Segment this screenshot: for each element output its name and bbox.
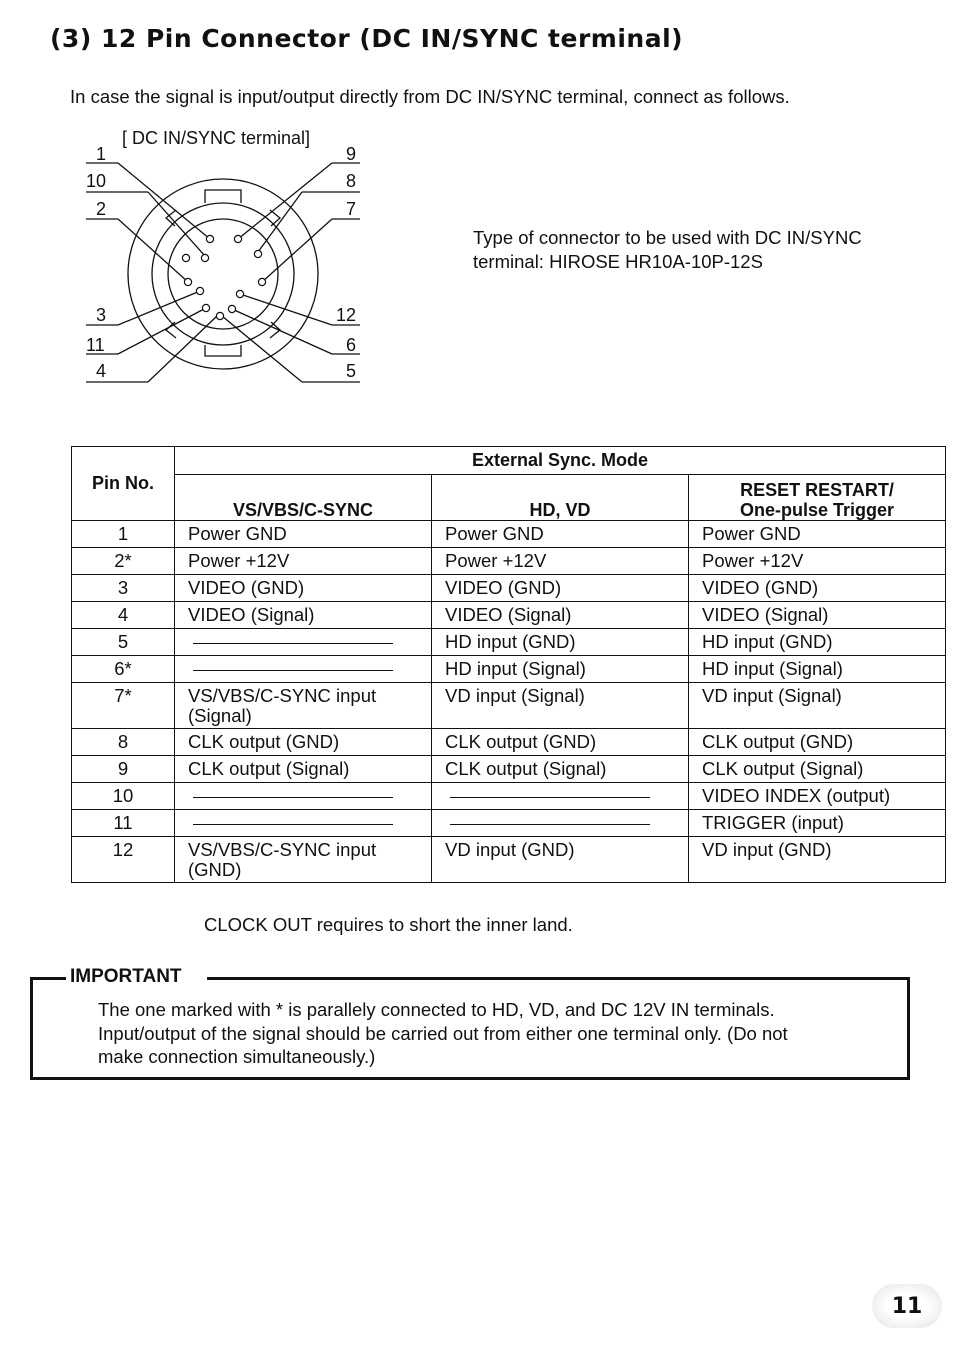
table-row xyxy=(72,837,946,883)
table-row xyxy=(72,683,946,729)
pin-number: 4 xyxy=(72,602,175,629)
pin-number: 3 xyxy=(72,575,175,602)
cell-hd-vd: HD input (GND) xyxy=(432,629,689,656)
page-title: (3) 12 Pin Connector (DC IN/SYNC terminal) xyxy=(50,24,684,53)
pin-assignment-table xyxy=(71,446,946,883)
pin-number: 11 xyxy=(72,810,175,837)
pin-number: 1 xyxy=(72,521,175,548)
pin-label-right: 6 xyxy=(346,335,357,355)
reset-restart-header-line2: One-pulse Trigger xyxy=(739,500,895,520)
pin-no-header: Pin No. xyxy=(72,447,175,521)
table-row xyxy=(72,656,946,683)
table-row xyxy=(72,810,946,837)
pin-label-left: 11 xyxy=(86,335,105,355)
pin-number: 12 xyxy=(72,837,175,883)
cell-line: (Signal) xyxy=(188,705,252,726)
pin-label-left: 4 xyxy=(96,361,107,381)
important-text xyxy=(98,998,898,1069)
cell-reset-restart: HD input (GND) xyxy=(689,629,946,656)
cell-line: VS/VBS/C-SYNC input xyxy=(188,685,377,706)
important-top-rule xyxy=(207,977,907,980)
cell-reset-restart: VD input (GND) xyxy=(689,837,946,883)
cell-reset-restart: VIDEO INDEX (output) xyxy=(689,783,946,810)
unused-dash xyxy=(193,824,393,825)
cell-vs-vbs-csync: Power +12V xyxy=(175,548,432,575)
reset-restart-header xyxy=(689,475,946,521)
pin-number: 5 xyxy=(72,629,175,656)
pin-number: 10 xyxy=(72,783,175,810)
pin-number: 9 xyxy=(72,756,175,783)
important-line: Input/output of the signal should be carried out from either one terminal only. (Do not xyxy=(98,1022,788,1044)
cell-hd-vd: CLK output (GND) xyxy=(432,729,689,756)
cell-hd-vd: VIDEO (GND) xyxy=(432,575,689,602)
cell-reset-restart: CLK output (GND) xyxy=(689,729,946,756)
table-row xyxy=(72,521,946,548)
table-header-row xyxy=(72,447,946,475)
table-row xyxy=(72,602,946,629)
important-line: The one marked with * is parallely connected to HD, VD, and DC 12V IN terminals. xyxy=(98,999,775,1020)
cell-vs-vbs-csync: CLK output (Signal) xyxy=(175,756,432,783)
cell-hd-vd: VD input (Signal) xyxy=(432,683,689,729)
table-row xyxy=(72,548,946,575)
cell-unused xyxy=(175,783,432,810)
connector-type-note: Type of connector to be used with DC IN/SYNC terminal: HIROSE HR10A-10P-12S xyxy=(473,227,862,272)
table-row xyxy=(72,575,946,602)
pin-label-left: 3 xyxy=(96,305,107,325)
cell-vs-vbs-csync xyxy=(175,837,432,883)
cell-vs-vbs-csync: Power GND xyxy=(175,521,432,548)
important-heading: IMPORTANT xyxy=(70,966,182,987)
pin-label-right: 8 xyxy=(346,171,357,191)
hd-vd-header: HD, VD xyxy=(432,475,689,521)
clock-out-note: CLOCK OUT requires to short the inner land. xyxy=(204,914,573,935)
cell-reset-restart: HD input (Signal) xyxy=(689,656,946,683)
external-sync-mode-header: External Sync. Mode xyxy=(175,447,946,475)
cell-hd-vd: HD input (Signal) xyxy=(432,656,689,683)
cell-reset-restart: VIDEO (GND) xyxy=(689,575,946,602)
unused-dash xyxy=(193,643,393,644)
cell-reset-restart: VD input (Signal) xyxy=(689,683,946,729)
cell-unused xyxy=(175,810,432,837)
important-line: make connection simultaneously.) xyxy=(98,1046,376,1067)
vs-vbs-csync-header: VS/VBS/C-SYNC xyxy=(175,475,432,521)
cell-hd-vd: CLK output (Signal) xyxy=(432,756,689,783)
table-row xyxy=(72,783,946,810)
pin-label-left: 2 xyxy=(96,199,107,219)
table-row xyxy=(72,629,946,656)
cell-vs-vbs-csync xyxy=(175,683,432,729)
reset-restart-header-line1: RESET RESTART/ xyxy=(740,480,894,500)
pin-label-right: 7 xyxy=(346,199,357,219)
table-subheader-row xyxy=(72,475,946,521)
pin-label-right: 5 xyxy=(346,361,357,381)
cell-reset-restart: TRIGGER (input) xyxy=(689,810,946,837)
intro-text: In case the signal is input/output directly from DC IN/SYNC terminal, connect as follows. xyxy=(70,86,790,107)
page-number: 11 xyxy=(872,1284,942,1328)
diagram-caption: [ DC IN/SYNC terminal] xyxy=(122,128,311,148)
cell-hd-vd: Power +12V xyxy=(432,548,689,575)
cell-line: (GND) xyxy=(188,859,242,880)
unused-dash xyxy=(450,797,650,798)
pin-number: 2* xyxy=(72,548,175,575)
cell-vs-vbs-csync: VIDEO (Signal) xyxy=(175,602,432,629)
cell-reset-restart: CLK output (Signal) xyxy=(689,756,946,783)
pin-number: 7* xyxy=(72,683,175,729)
cell-hd-vd: Power GND xyxy=(432,521,689,548)
pin-label-right: 9 xyxy=(346,144,357,164)
unused-dash xyxy=(193,670,393,671)
cell-unused xyxy=(432,783,689,810)
cell-line: VS/VBS/C-SYNC input xyxy=(188,839,377,860)
table-row xyxy=(72,729,946,756)
important-top-rule xyxy=(30,977,66,980)
pin-label-right: 12 xyxy=(336,305,357,325)
pin-label-left: 10 xyxy=(86,171,107,191)
pin-number: 8 xyxy=(72,729,175,756)
cell-unused xyxy=(175,629,432,656)
unused-dash xyxy=(193,797,393,798)
cell-unused xyxy=(432,810,689,837)
cell-unused xyxy=(175,656,432,683)
connector-diagram xyxy=(80,126,370,388)
unused-dash xyxy=(450,824,650,825)
cell-reset-restart: Power +12V xyxy=(689,548,946,575)
cell-hd-vd: VD input (GND) xyxy=(432,837,689,883)
cell-reset-restart: Power GND xyxy=(689,521,946,548)
cell-vs-vbs-csync: CLK output (GND) xyxy=(175,729,432,756)
pin-number: 6* xyxy=(72,656,175,683)
table-row xyxy=(72,756,946,783)
cell-reset-restart: VIDEO (Signal) xyxy=(689,602,946,629)
cell-vs-vbs-csync: VIDEO (GND) xyxy=(175,575,432,602)
cell-hd-vd: VIDEO (Signal) xyxy=(432,602,689,629)
pin-label-left: 1 xyxy=(96,144,107,164)
